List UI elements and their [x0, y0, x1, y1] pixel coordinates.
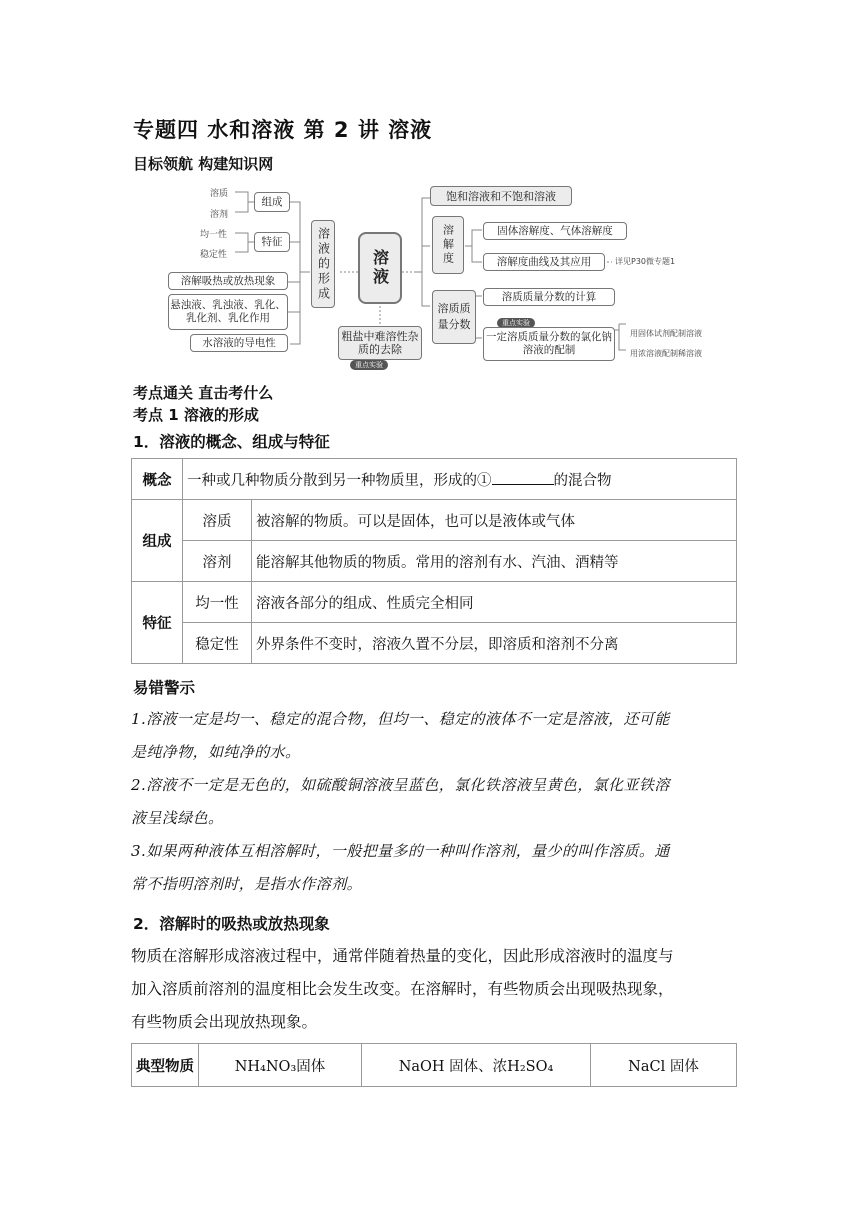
concept-table	[131, 458, 737, 664]
point1-heading: 考点 1 溶液的形成	[133, 406, 259, 424]
concept-text-b: 的混合物	[553, 472, 612, 489]
diagram-composition: 组成	[254, 192, 290, 212]
warning-line: 是纯净物，如纯净的水。	[131, 743, 301, 761]
diagram-label-uniform: 均一性	[200, 230, 228, 240]
sub2-heading: 2．溶解时的吸热或放热现象	[133, 915, 330, 933]
diagram-saturated: 饱和溶液和不饱和溶液	[430, 186, 572, 206]
warning-block	[131, 703, 741, 901]
warning-line: 2.溶液不一定是无色的，如硫酸铜溶液呈蓝色，氯化铁溶液呈黄色，氯化亚铁溶	[131, 776, 670, 794]
concept-cell	[183, 459, 737, 500]
warning-line: 液呈浅绿色。	[131, 809, 224, 827]
concept-text-a: 一种或几种物质分散到另一种物质里，形成的①	[187, 472, 492, 489]
table-row	[132, 459, 737, 500]
diagram-features: 特征	[254, 232, 290, 252]
diagram-fraction: 溶质质量分数	[432, 290, 476, 344]
diagram-center-solution: 溶液	[358, 232, 402, 304]
diagram-suspension: 悬浊液、乳浊液、乳化、乳化剂、乳化作用	[168, 294, 288, 330]
diagram-fraction-prep: 一定溶质质量分数的氯化钠溶液的配制	[483, 327, 615, 361]
cell-solvent-text: 能溶解其他物质的物质。常用的溶剂有水、汽油、酒精等	[252, 541, 737, 582]
cell-stable-text: 外界条件不变时，溶液久置不分层，即溶质和溶剂不分离	[252, 623, 737, 664]
typical-substances-table	[131, 1043, 737, 1087]
paragraph-line: 有些物质会出现放热现象。	[131, 1013, 318, 1031]
row-label-features: 特征	[132, 582, 183, 664]
table-row	[132, 541, 737, 582]
cell-solvent: 溶剂	[183, 541, 252, 582]
warning-line: 常不指明溶剂时，是指水作溶剂。	[131, 875, 363, 893]
diagram-solubility: 溶解度	[432, 216, 464, 274]
diagram-label-solute: 溶质	[210, 189, 229, 199]
row-label-typical: 典型物质	[132, 1044, 199, 1087]
sub1-heading: 1．溶液的概念、组成与特征	[133, 433, 330, 451]
diagram-conductivity: 水溶液的导电性	[190, 334, 288, 352]
warning-heading: 易错警示	[133, 679, 196, 697]
section-goal-heading: 目标领航 构建知识网	[133, 155, 274, 173]
diagram-label-solvent: 溶剂	[210, 210, 229, 220]
diagram-label-stable: 稳定性	[200, 250, 228, 260]
fill-blank-1[interactable]	[492, 470, 554, 485]
section-exam-heading: 考点通关 直击考什么	[133, 384, 274, 402]
table-row	[132, 623, 737, 664]
diagram-solubility-note: 详见P30微专题1	[615, 257, 676, 266]
diagram-fraction-calc: 溶质质量分数的计算	[483, 288, 615, 306]
cell-neutral: NaCl 固体	[591, 1044, 737, 1087]
diagram-solubility-types: 固体溶解度、气体溶解度	[483, 222, 627, 240]
diagram-solubility-curve: 溶解度曲线及其应用	[483, 253, 605, 271]
cell-solute-text: 被溶解的物质。可以是固体，也可以是液体或气体	[252, 500, 737, 541]
cell-uniform: 均一性	[183, 582, 252, 623]
cell-exothermic: NaOH 固体、浓H₂SO₄	[362, 1044, 591, 1087]
warning-line: 3.如果两种液体互相溶解时，一般把量多的一种叫作溶剂，量少的叫作溶质。通	[131, 842, 670, 860]
cell-endothermic: NH₄NO₃固体	[199, 1044, 362, 1087]
diagram-note-dilute: 用浓溶液配制稀溶液	[630, 349, 702, 358]
diagram-heat: 溶解吸热或放热现象	[168, 272, 288, 290]
diagram-purify: 粗盐中难溶性杂质的去除	[338, 326, 422, 360]
table-row	[132, 1044, 737, 1087]
paragraph-heat	[131, 940, 743, 1039]
paragraph-line: 加入溶质前溶剂的温度相比会发生改变。在溶解时，有些物质会出现吸热现象，	[131, 980, 674, 998]
row-label-composition: 组成	[132, 500, 183, 582]
cell-stable: 稳定性	[183, 623, 252, 664]
diagram-fraction-badge: 重点实验	[497, 318, 535, 328]
diagram-note-solid: 用固体试剂配制溶液	[630, 329, 702, 338]
row-label-concept: 概念	[132, 459, 183, 500]
cell-solute: 溶质	[183, 500, 252, 541]
page-title: 专题四 水和溶液 第 2 讲 溶液	[133, 118, 433, 142]
table-row	[132, 500, 737, 541]
diagram-purify-badge: 重点实验	[350, 360, 388, 370]
diagram-formation: 溶液的形成	[311, 220, 335, 308]
cell-uniform-text: 溶液各部分的组成、性质完全相同	[252, 582, 737, 623]
warning-line: 1.溶液一定是均一、稳定的混合物，但均一、稳定的液体不一定是溶液，还可能	[131, 710, 670, 728]
table-row	[132, 582, 737, 623]
paragraph-line: 物质在溶解形成溶液过程中，通常伴随着热量的变化，因此形成溶液时的温度与	[131, 947, 674, 965]
